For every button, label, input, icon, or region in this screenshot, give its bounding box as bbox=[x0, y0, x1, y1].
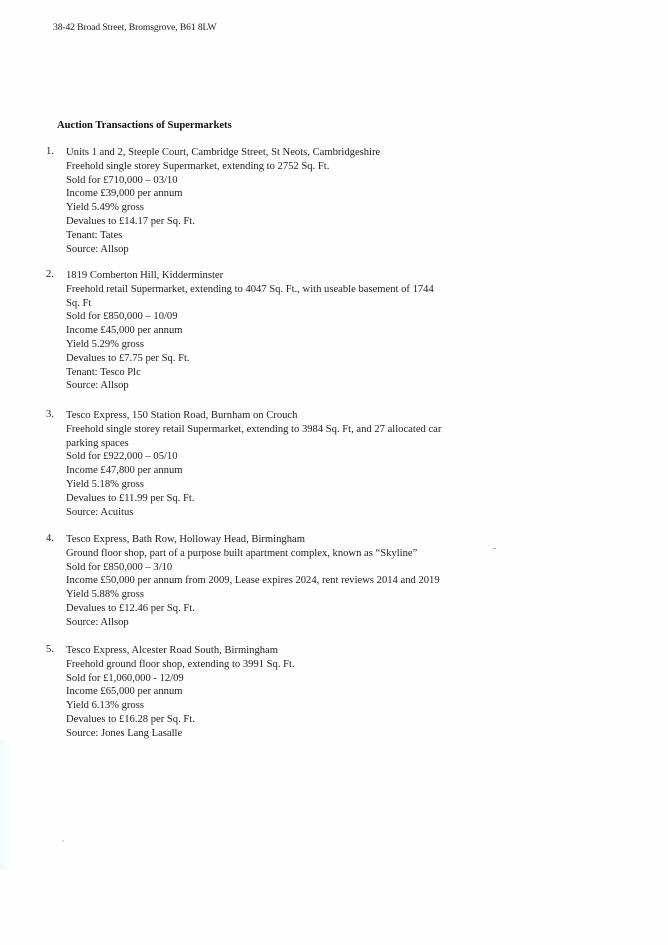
devalue-rate: Devalues to £16.28 per Sq. Ft. bbox=[66, 713, 195, 725]
source: Source: Allsop bbox=[66, 616, 129, 628]
property-address: 1819 Comberton Hill, Kidderminster bbox=[66, 270, 224, 281]
sale-price: Sold for £1,060,000 - 12/09 bbox=[66, 672, 184, 684]
devalue-rate: Devalues to £12.46 per Sq. Ft. bbox=[66, 602, 195, 614]
income: Income £39,000 per annum bbox=[66, 188, 183, 200]
property-address: Units 1 and 2, Steeple Court, Cambridge Street, St Neots, Cambridgeshire bbox=[66, 147, 381, 158]
property-description: Freehold ground floor shop, extending to 3991 Sq. Ft. bbox=[66, 658, 295, 670]
source: Source: Jones Lang Lasalle bbox=[66, 727, 183, 739]
scan-artifact-mark bbox=[493, 548, 496, 549]
sale-price: Sold for £850,000 – 10/09 bbox=[66, 311, 178, 323]
header-address: 38-42 Broad Street, Bromsgrove, B61 8LW bbox=[53, 22, 217, 33]
sale-price: Sold for £922,000 – 05/10 bbox=[66, 451, 178, 463]
yield: Yield 5.49% gross bbox=[66, 202, 144, 214]
property-description: Ground floor shop, part of a purpose built apartment complex, known as “Skyline” bbox=[66, 547, 418, 559]
property-description: Freehold retail Supermarket, extending to 4047 Sq. Ft., with useable basement of 1744 bbox=[66, 283, 434, 295]
property-description: Freehold single storey retail Supermarket, extending to 3984 Sq. Ft, and 27 allocated car bbox=[66, 423, 442, 435]
source: Source: Allsop bbox=[66, 380, 129, 392]
scan-artifact-dot bbox=[62, 840, 64, 842]
item-number: 5. bbox=[46, 644, 54, 655]
scan-edge-shadow bbox=[0, 740, 14, 870]
tenant: Tenant: Tesco Plc bbox=[66, 366, 141, 378]
property-address: Tesco Express, 150 Station Road, Burnham on Crouch bbox=[66, 410, 298, 421]
yield: Yield 5.88% gross bbox=[66, 589, 144, 601]
devalue-rate: Devalues to £14.17 per Sq. Ft. bbox=[66, 215, 195, 227]
income: Income £45,000 per annum bbox=[66, 325, 183, 337]
property-address: Tesco Express, Alcester Road South, Birmingham bbox=[66, 645, 278, 656]
property-description-cont: parking spaces bbox=[66, 437, 129, 449]
property-description: Freehold single storey Supermarket, extending to 2752 Sq. Ft. bbox=[66, 160, 330, 172]
property-address: Tesco Express, Bath Row, Holloway Head, Birmingham bbox=[66, 534, 305, 545]
source: Source: Acuitus bbox=[66, 506, 134, 518]
devalue-rate: Devalues to £11.99 per Sq. Ft. bbox=[66, 492, 195, 504]
item-number: 1. bbox=[46, 146, 54, 157]
item-number: 4. bbox=[46, 533, 54, 544]
yield: Yield 5.29% gross bbox=[66, 338, 144, 350]
income: Income £65,000 per annum bbox=[66, 686, 183, 698]
income: Income £50,000 per annum from 2009, Lease expires 2024, rent reviews 2014 and 2019 bbox=[66, 575, 440, 587]
yield: Yield 5.18% gross bbox=[66, 478, 144, 490]
yield: Yield 6.13% gross bbox=[66, 700, 144, 712]
item-number: 3. bbox=[46, 409, 54, 420]
income: Income £47,800 per annum bbox=[66, 465, 183, 477]
tenant: Tenant: Tates bbox=[66, 229, 123, 241]
property-description-cont: Sq. Ft bbox=[66, 297, 92, 309]
source: Source: Allsop bbox=[66, 243, 129, 255]
item-number: 2. bbox=[46, 269, 54, 280]
sale-price: Sold for £850,000 – 3/10 bbox=[66, 561, 173, 573]
sale-price: Sold for £710,000 – 03/10 bbox=[66, 174, 178, 186]
section-title: Auction Transactions of Supermarkets bbox=[57, 120, 232, 131]
devalue-rate: Devalues to £7.75 per Sq. Ft. bbox=[66, 352, 190, 364]
